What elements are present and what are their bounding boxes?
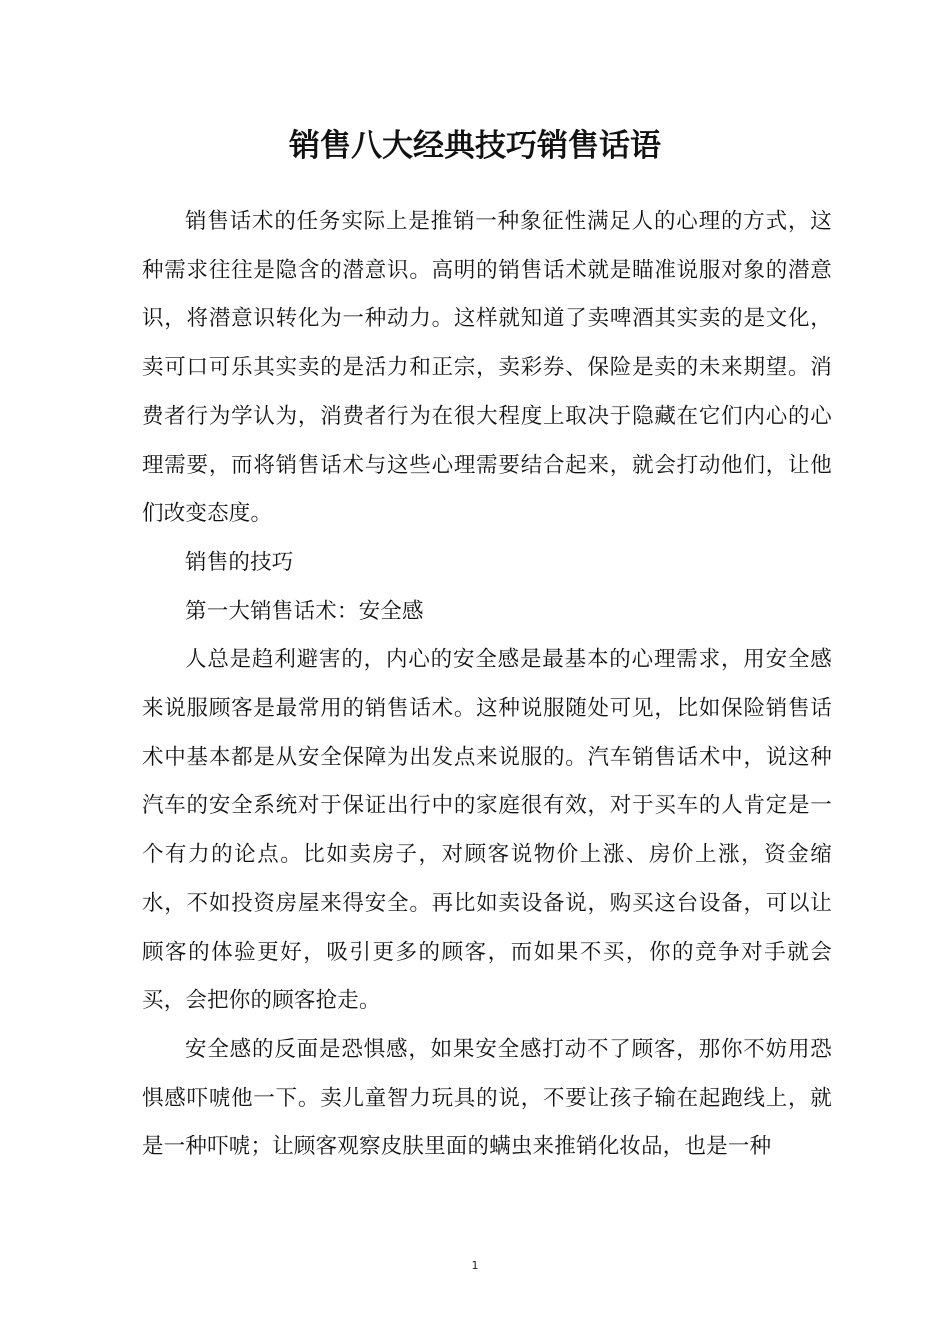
paragraph-security: 人总是趋利避害的，内心的安全感是最基本的心理需求，用安全感来说服顾客是最常用的销售话术。这种说服随处可见，比如保险销售话术中基本都是从安全保障为出发点来说服的。汽车销售话术中，说这种汽车的安全系统对于保证出行中的家庭很有效，对于买车的人肯定是一个有力的论点。比如卖房子，对顾客说物价上涨、房价上涨，资金缩水，不如投资房屋来得安全。再比如卖设备说，购买这台设备，可以让顾客的体验更好，吸引更多的顾客，而如果不买，你的竞争对手就会买，会把你的顾客抢走。	[142, 647, 832, 1014]
paragraph-fear: 安全感的反面是恐惧感，如果安全感打动不了顾客，那你不妨用恐惧感吓唬他一下。卖儿童智力玩具的说，不要让孩子输在起跑线上，就是一种吓唬；让顾客观察皮肤里面的螨虫来推销化妆品，也是一种	[142, 1036, 832, 1160]
document-title: 销售八大经典技巧销售话语	[289, 128, 661, 164]
document-body	[142, 198, 832, 1172]
paragraph-intro: 销售话术的任务实际上是推销一种象征性满足人的心理的方式，这种需求往往是隐含的潜意识。高明的销售话术就是瞄准说服对象的潜意识，将潜意识转化为一种动力。这样就知道了卖啤酒其实卖的是文化，卖可口可乐其实卖的是活力和正宗，卖彩券、保险是卖的未来期望。消费者行为学认为，消费者行为在很大程度上取决于隐藏在它们内心的心理需要，而将销售话术与这些心理需要结合起来，就会打动他们，让他们改变态度。	[142, 209, 832, 527]
paragraph-subheading-security: 第一大销售话术：安全感	[185, 598, 424, 624]
page-number: 1	[471, 1259, 479, 1272]
paragraph-section-heading: 销售的技巧	[185, 549, 294, 575]
